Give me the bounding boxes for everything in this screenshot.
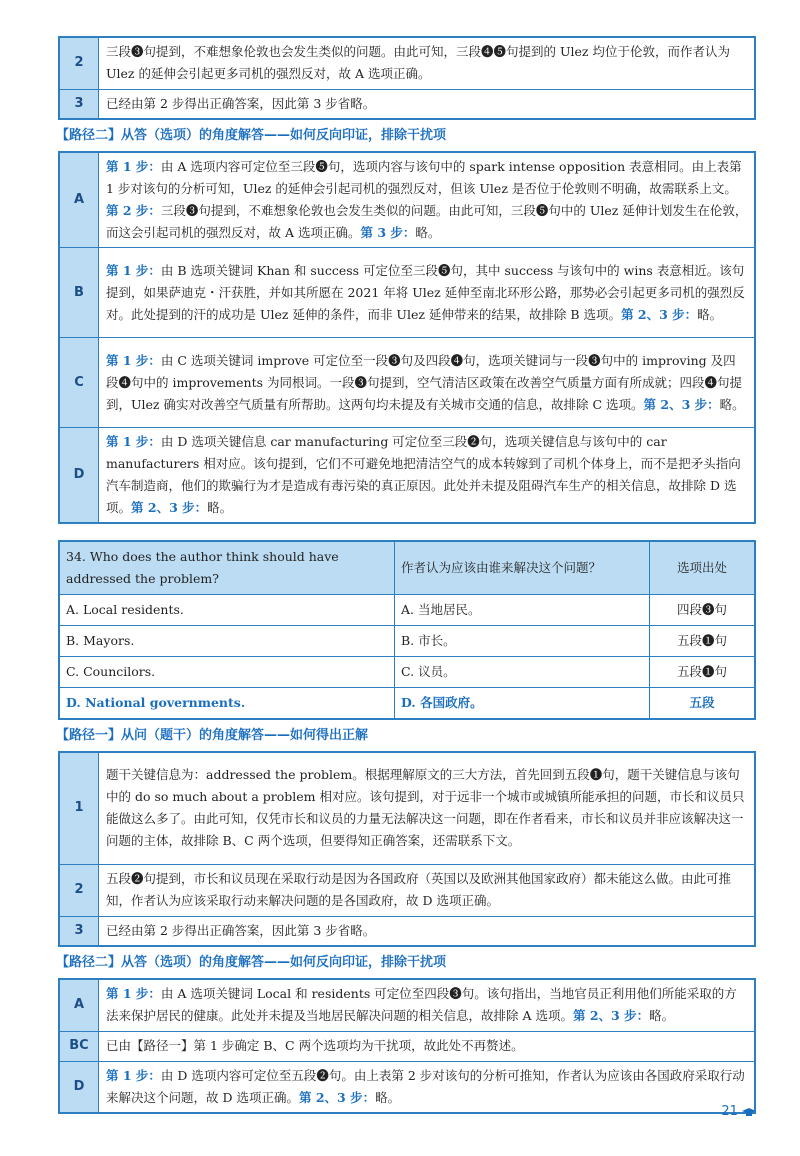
graduation-cap-icon bbox=[742, 1108, 756, 1116]
step-row bbox=[59, 752, 755, 864]
option-text: 已由【路径一】第 1 步确定 B、C 两个选项均为干扰项，故此处不再赘述。 bbox=[99, 1031, 756, 1061]
option-source: 五段❶句 bbox=[650, 657, 756, 688]
question-zh: 作者认为应该由谁来解决这个问题？ bbox=[395, 541, 650, 595]
option-label: D bbox=[59, 1061, 99, 1113]
step1-tag: 第 1 步： bbox=[106, 262, 161, 278]
step2-text: 三段❸句提到，不难想象伦敦也会发生类似的问题。由此可知，三段❺句中的 Ulez 延伸计划发生在伦敦，而这会引起司机的强烈反对，故 A 选项正确。 bbox=[106, 203, 748, 240]
option-zh: D. 各国政府。 bbox=[395, 688, 650, 720]
step-label: 3 bbox=[59, 89, 99, 119]
step-text: 已经由第 2 步得出正确答案，因此第 3 步省略。 bbox=[99, 89, 756, 119]
page-number-text: 21 bbox=[721, 1104, 738, 1119]
option-source: 四段❸句 bbox=[650, 595, 756, 626]
option-text bbox=[99, 979, 756, 1031]
question-en: 34. Who does the author think should have addressed the problem? bbox=[59, 541, 395, 595]
option-zh: B. 市长。 bbox=[395, 626, 650, 657]
step-row bbox=[59, 864, 755, 916]
path1-heading: 【路径一】从问（题干）的角度解答——如何得出正解 bbox=[56, 728, 369, 743]
option-label: C bbox=[59, 338, 99, 428]
step1-text: 由 A 选项关键词 Local 和 residents 可定位至四段❸句。该句指出，当地官员正利用他们所能采取的方法来保护居民的健康。此处并未提及当地居民解决问题的相关信息，故排除 A 选项。 bbox=[106, 986, 737, 1024]
option-row bbox=[59, 338, 755, 428]
option-en: C. Councilors. bbox=[59, 657, 395, 688]
option-row-c bbox=[59, 657, 755, 688]
option-en: D. National governments. bbox=[59, 688, 395, 720]
option-row bbox=[59, 248, 755, 338]
step23-text: 略。 bbox=[719, 396, 745, 412]
option-label: A bbox=[59, 152, 99, 248]
step3-text: 略。 bbox=[415, 225, 441, 240]
step-text: 已经由第 2 步得出正确答案，因此第 3 步省略。 bbox=[99, 916, 756, 946]
step-label: 1 bbox=[59, 752, 99, 864]
option-row-d-correct bbox=[59, 688, 755, 720]
path2-heading: 【路径二】从答（选项）的角度解答——如何反向印证，排除干扰项 bbox=[56, 955, 447, 970]
step-row bbox=[59, 37, 755, 89]
step23-text: 略。 bbox=[207, 500, 233, 515]
path2-options-q33 bbox=[58, 151, 756, 524]
option-en: A. Local residents. bbox=[59, 595, 395, 626]
option-row-b bbox=[59, 626, 755, 657]
option-row bbox=[59, 152, 755, 248]
option-text bbox=[99, 428, 756, 524]
step1-tag: 第 1 步： bbox=[106, 986, 161, 1002]
option-label: A bbox=[59, 979, 99, 1031]
step1-tag: 第 1 步： bbox=[106, 434, 161, 449]
step-text: 三段❸句提到，不难想象伦敦也会发生类似的问题。由此可知，三段❹❺句提到的 Ulez 均位于伦敦，而作者认为 Ulez 的延伸会引起更多司机的强烈反对，故 A 选项正确。 bbox=[99, 37, 756, 89]
path1-steps-q33 bbox=[58, 36, 756, 120]
option-zh: A. 当地居民。 bbox=[395, 595, 650, 626]
step23-text: 略。 bbox=[375, 1089, 401, 1105]
step-text: 题干关键信息为：addressed the problem。根据理解原文的三大方法，首先回到五段❶句，题干关键信息与该句中的 do so much about a problem 相对应。该句提到，对于远非一个城市或城镇所能承担的问题，市长和议员只能做这么多了。由此可知，仅凭市长和议员的力量无法解决这一问题，即在作者看来，市长和议员并非应该解决这一问题的主体，故排除 B、C 两个选项，但要得知正确答案，还需联系下文。 bbox=[99, 752, 756, 864]
option-en: B. Mayors. bbox=[59, 626, 395, 657]
step1-tag: 第 1 步： bbox=[106, 1067, 161, 1083]
step1-text: 由 C 选项关键词 improve 可定位至一段❸句及四段❹句，选项关键词与一段❸句中的 improving 及四段❹句中的 improvements 为同根词。一段❸句提到，空气清洁区政策在改善空气质量方面有所成就；四段❹句提到，Ulez 确实对改善空气质量有所帮助。这两句均未提及有关城市交通的信息，故排除 C 选项。 bbox=[106, 352, 743, 412]
option-text bbox=[99, 248, 756, 338]
step-label: 3 bbox=[59, 916, 99, 946]
option-label: B bbox=[59, 248, 99, 338]
step23-tag: 第 2、3 步： bbox=[131, 500, 208, 515]
step-text: 五段❷句提到，市长和议员现在采取行动是因为各国政府（英国以及欧洲其他国家政府）都未能这么做。由此可推知，作者认为应该采取行动来解决问题的是各国政府，故 D 选项正确。 bbox=[99, 864, 756, 916]
option-row bbox=[59, 1031, 755, 1061]
option-row bbox=[59, 428, 755, 524]
step1-text: 由 A 选项内容可定位至三段❺句，选项内容与该句中的 spark intense opposition 表意相同。由上表第 1 步对该句的分析可知，Ulez 的延伸会引起司机的强烈反对，但该 Ulez 是否位于伦敦则不明确，故需联系上文。 bbox=[106, 159, 742, 196]
source-header: 选项出处 bbox=[650, 541, 756, 595]
step1-tag: 第 1 步： bbox=[106, 159, 161, 174]
option-source: 五段 bbox=[650, 688, 756, 720]
step1-text: 由 D 选项关键信息 car manufacturing 可定位至三段❷句，选项关键信息与该句中的 car manufacturers 相对应。该句提到，它们不可避免地把清洁空气的成本转嫁到了司机个体身上，而不是把矛头指向汽车制造商，他们的欺骗行为才是造成有毒污染的真正原因。此处并未提及阻碍汽车生产的相关信息，故排除 D 选项。 bbox=[106, 434, 741, 515]
step2-tag: 第 2 步： bbox=[106, 203, 161, 218]
step1-text: 由 B 选项关键词 Khan 和 success 可定位至三段❺句，其中 success 与该句中的 wins 表意相近。该句提到，如果萨迪克・汗获胜，并如其所愿在 2021 年将 Ulez 延伸至南北环形公路，那势必会引起更多司机的强烈反对。此处提到的汗的成功是 Ulez 延伸的条件，而非 Ulez 延伸带来的结果，故排除 B 选项。 bbox=[106, 262, 745, 322]
page-content bbox=[58, 36, 756, 1114]
option-text bbox=[99, 152, 756, 248]
step23-tag: 第 2、3 步： bbox=[643, 396, 720, 412]
option-row-a bbox=[59, 595, 755, 626]
option-row bbox=[59, 1061, 755, 1113]
step23-tag: 第 2、3 步： bbox=[572, 1008, 650, 1024]
page-number bbox=[721, 1101, 756, 1123]
step-row bbox=[59, 89, 755, 119]
option-text bbox=[99, 1061, 756, 1113]
option-row bbox=[59, 979, 755, 1031]
step-label: 2 bbox=[59, 864, 99, 916]
step-row bbox=[59, 916, 755, 946]
question-header-row bbox=[59, 541, 755, 595]
step23-tag: 第 2、3 步： bbox=[621, 306, 698, 322]
step23-tag: 第 2、3 步： bbox=[298, 1089, 376, 1105]
step23-text: 略。 bbox=[697, 306, 723, 322]
option-source: 五段❶句 bbox=[650, 626, 756, 657]
step1-tag: 第 1 步： bbox=[106, 352, 161, 368]
option-text bbox=[99, 338, 756, 428]
path2-options-q34 bbox=[58, 978, 756, 1114]
option-zh: C. 议员。 bbox=[395, 657, 650, 688]
step23-text: 略。 bbox=[649, 1008, 675, 1024]
path2-heading: 【路径二】从答（选项）的角度解答——如何反向印证，排除干扰项 bbox=[56, 128, 447, 143]
step1-text: 由 D 选项内容可定位至五段❷句。由上表第 2 步对该句的分析可推知，作者认为应该由各国政府采取行动来解决这个问题，故 D 选项正确。 bbox=[106, 1067, 745, 1105]
step3-tag: 第 3 步： bbox=[360, 225, 416, 240]
question-34-table bbox=[58, 540, 756, 720]
path1-steps-q34 bbox=[58, 751, 756, 947]
step-label: 2 bbox=[59, 37, 99, 89]
option-label: D bbox=[59, 428, 99, 524]
option-label: BC bbox=[59, 1031, 99, 1061]
